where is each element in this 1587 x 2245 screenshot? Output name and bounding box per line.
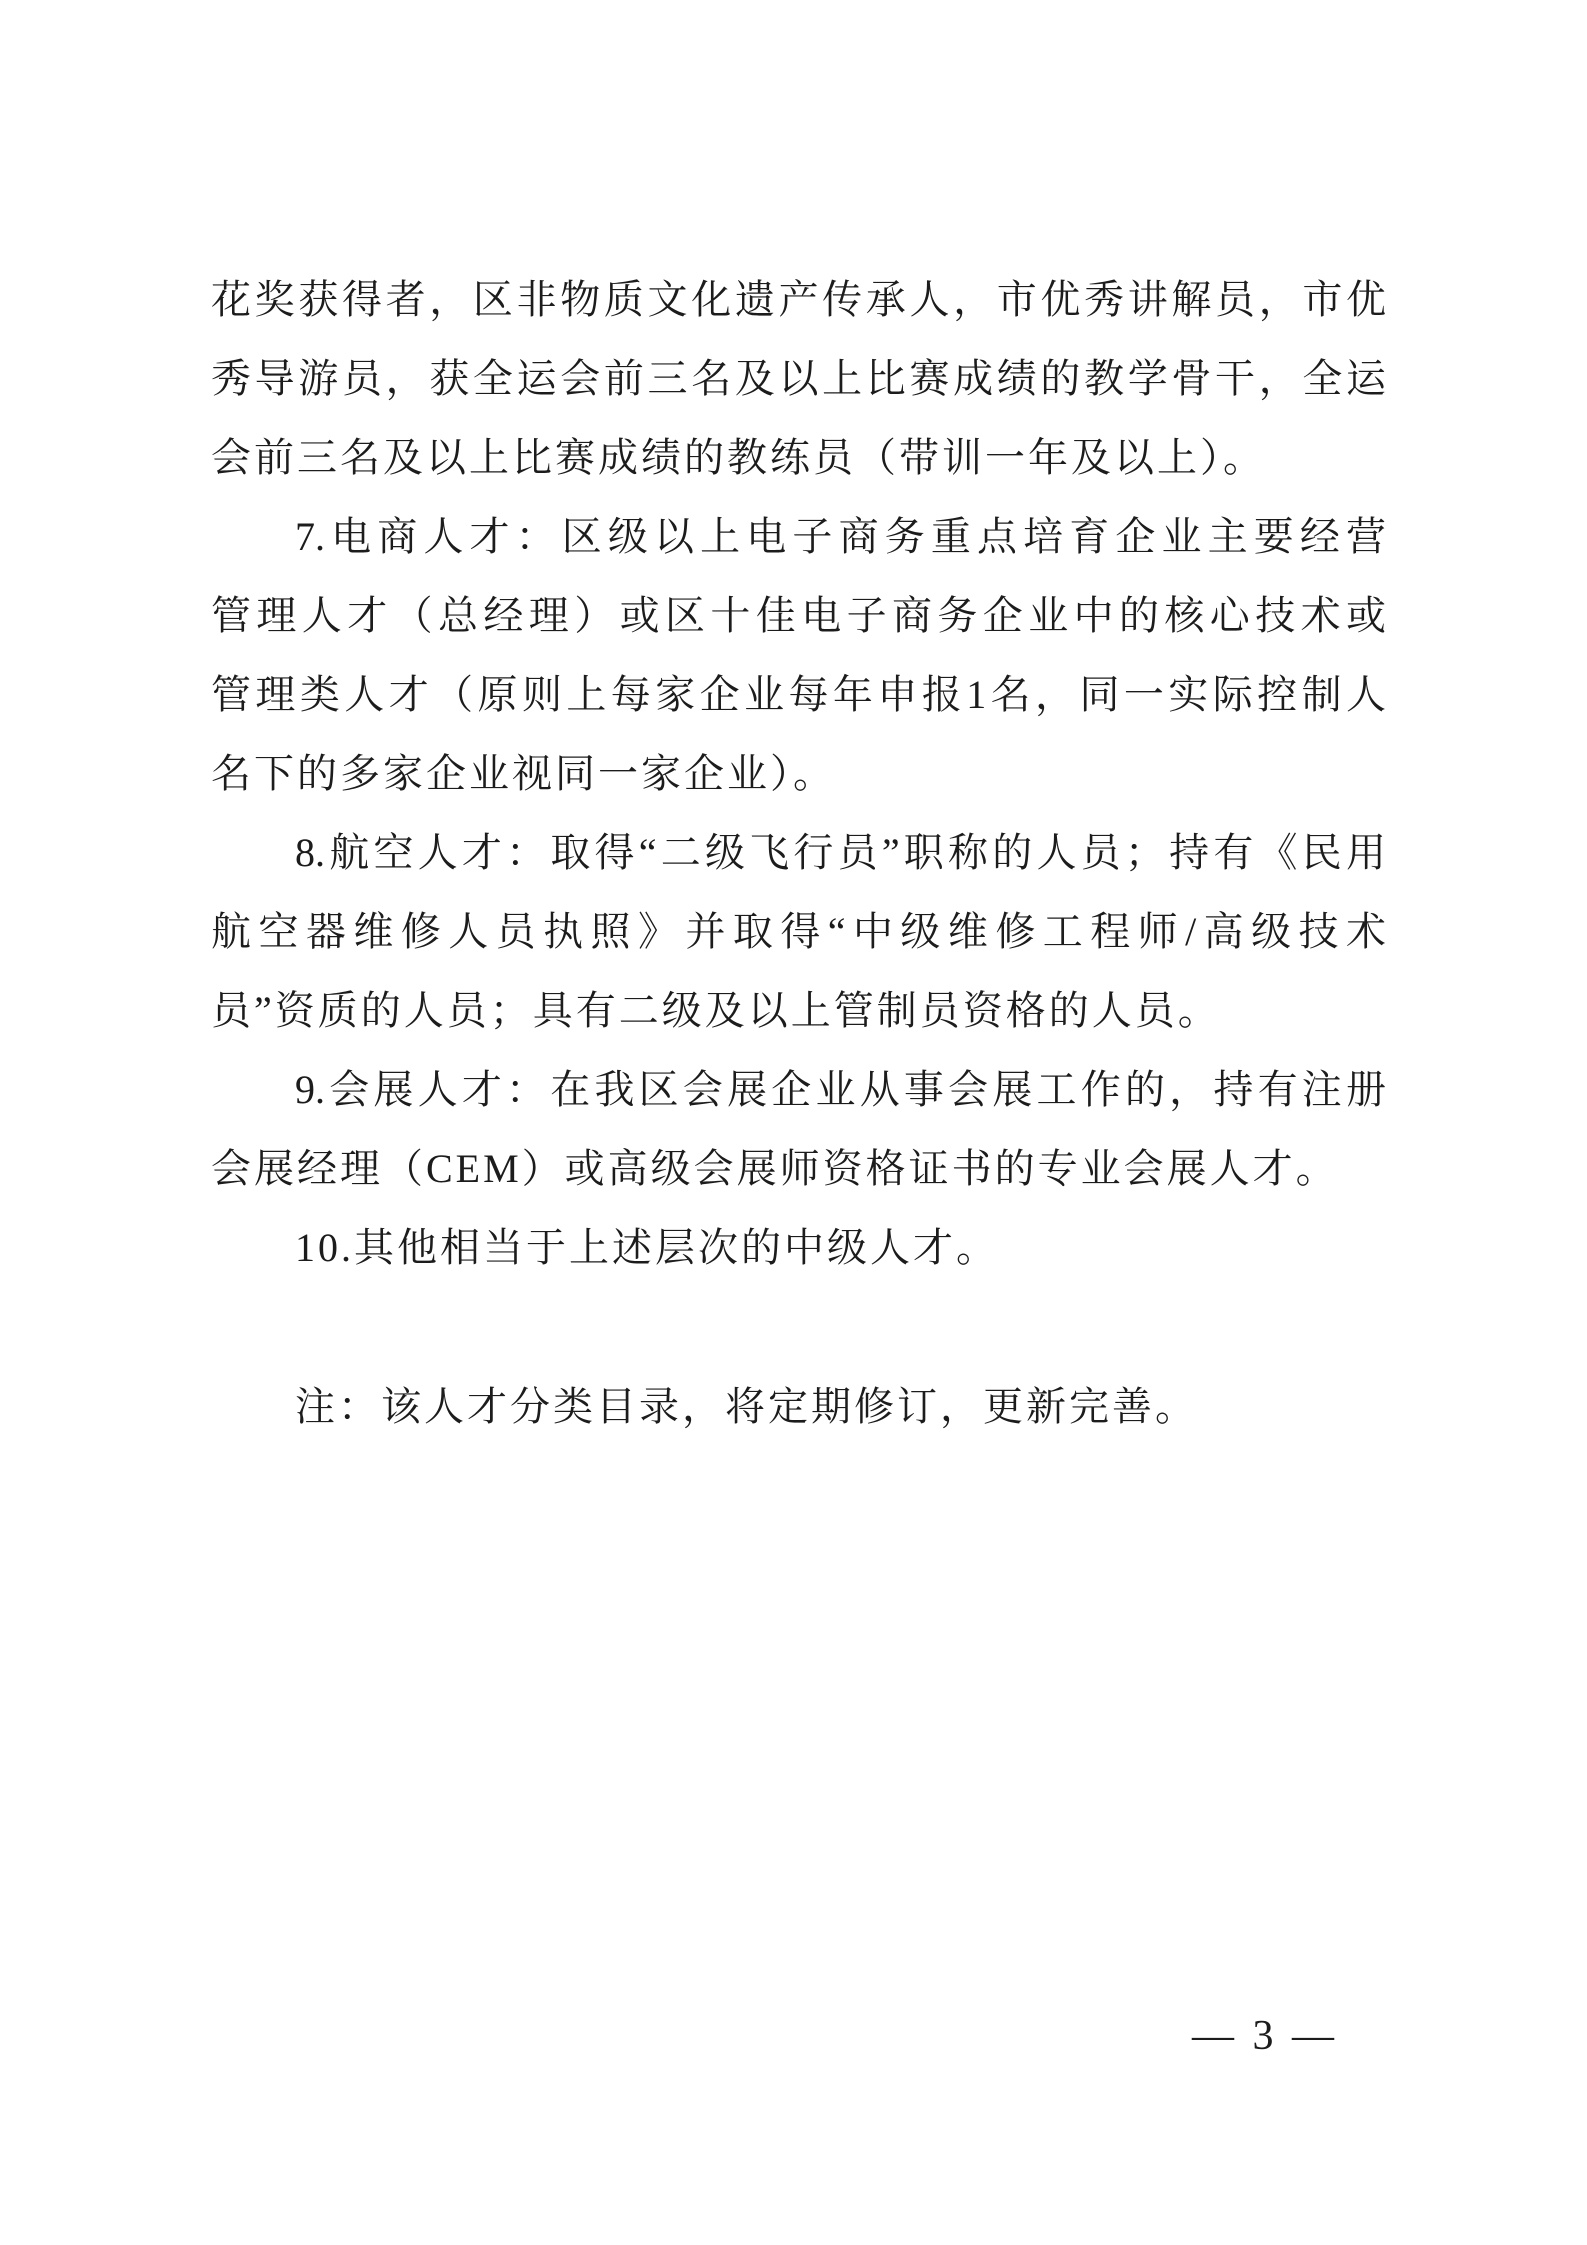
paragraph-honorees-continuation xyxy=(211,260,1386,497)
paragraph-line: 管理类人才（原则上每家企业每年申报1名，同一实际控制人 xyxy=(211,672,1386,717)
paragraph-line: 7.电商人才：区级以上电子商务重点培育企业主要经营 xyxy=(295,514,1386,559)
note-line: 注：该人才分类目录，将定期修订，更新完善。 xyxy=(295,1384,1198,1429)
document-body xyxy=(211,260,1386,1446)
paragraph-line: 花奖获得者，区非物质文化遗产传承人，市优秀讲解员，市优 xyxy=(211,277,1386,322)
paragraph-line: 8.航空人才：取得“二级飞行员”职称的人员；持有《民用 xyxy=(295,830,1386,875)
paragraph-aviation-talent xyxy=(211,813,1386,1050)
paragraph-line: 员”资质的人员；具有二级及以上管制员资格的人员。 xyxy=(211,988,1221,1033)
note-paragraph xyxy=(211,1367,1386,1446)
paragraph-line: 会展经理（CEM）或高级会展师资格证书的专业会展人才。 xyxy=(211,1146,1339,1191)
paragraph-line: 秀导游员，获全运会前三名及以上比赛成绩的教学骨干，全运 xyxy=(211,356,1386,401)
paragraph-line: 会前三名及以上比赛成绩的教练员（带训一年及以上）。 xyxy=(211,435,1266,480)
paragraph-line: 名下的多家企业视同一家企业）。 xyxy=(211,751,836,796)
paragraph-line: 9.会展人才：在我区会展企业从事会展工作的，持有注册 xyxy=(295,1067,1386,1112)
paragraph-ecommerce-talent xyxy=(211,497,1386,813)
paragraph-line: 管理人才（总经理）或区十佳电子商务企业中的核心技术或 xyxy=(211,593,1386,638)
paragraph-exhibition-talent xyxy=(211,1050,1386,1208)
page-number: — 3 — xyxy=(1192,2013,1338,2059)
paragraph-line: 10.其他相当于上述层次的中级人才。 xyxy=(295,1225,999,1270)
paragraph-other-talent xyxy=(211,1208,1386,1287)
paragraph-line: 航空器维修人员执照》并取得“中级维修工程师/高级技术 xyxy=(211,909,1386,954)
